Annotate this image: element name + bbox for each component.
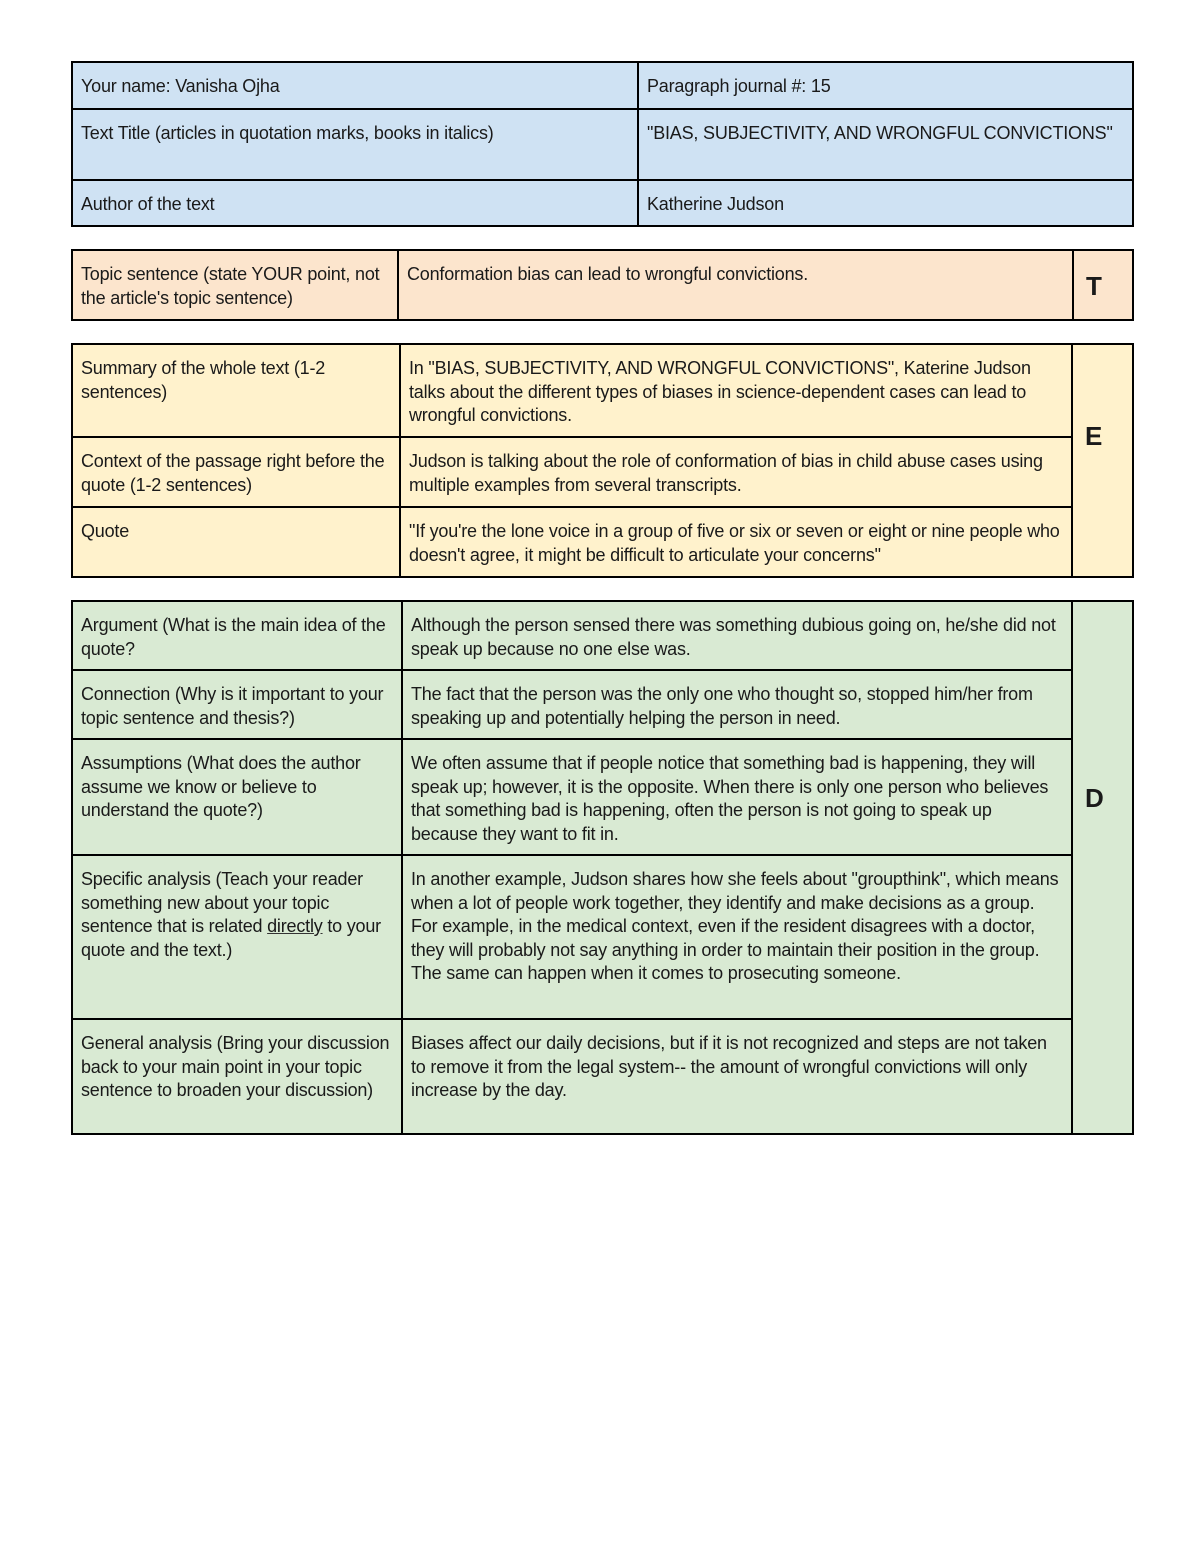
specific-analysis-row — [72, 855, 1133, 1019]
specific-analysis-label-underlined: directly — [267, 916, 323, 936]
topic-label-cell: Topic sentence (state YOUR point, not the article's topic sentence) — [72, 250, 398, 320]
context-value-cell: Judson is talking about the role of conformation of bias in child abuse cases using multiple examples from several transcripts. — [400, 437, 1072, 507]
connection-label-cell: Connection (Why is it important to your topic sentence and thesis?) — [72, 670, 402, 739]
assumptions-value-cell: We often assume that if people notice that something bad is happening, they will speak up; however, it is the opposite. When there is only one person who believes that something bad is happening, often the person is not going to speak up because they want to fit in. — [402, 739, 1072, 855]
argument-value-cell: Although the person sensed there was something dubious going on, he/she did not speak up because no one else was. — [402, 601, 1072, 670]
context-row — [72, 437, 1133, 507]
discussion-letter-d: D — [1072, 601, 1133, 1134]
topic-value-cell: Conformation bias can lead to wrongful convictions. — [398, 250, 1073, 320]
context-label-cell: Context of the passage right before the quote (1-2 sentences) — [72, 437, 400, 507]
topic-letter-t: T — [1073, 250, 1133, 320]
quote-value-cell: "If you're the lone voice in a group of five or six or seven or eight or nine people who doesn't agree, it might be difficult to articulate your concerns" — [400, 507, 1072, 577]
argument-row — [72, 601, 1133, 670]
quote-row — [72, 507, 1133, 577]
title-row — [72, 109, 1133, 180]
topic-table — [71, 249, 1134, 321]
quote-label-cell: Quote — [72, 507, 400, 577]
summary-label-cell: Summary of the whole text (1-2 sentences) — [72, 344, 400, 437]
specific-analysis-label-cell — [72, 855, 402, 1019]
assumptions-row — [72, 739, 1133, 855]
discussion-table — [71, 600, 1134, 1135]
connection-value-cell: The fact that the person was the only one who thought so, stopped him/her from speaking up and potentially helping the person in need. — [402, 670, 1072, 739]
author-row — [72, 180, 1133, 226]
author-label-cell: Author of the text — [72, 180, 638, 226]
title-label-cell: Text Title (articles in quotation marks, books in italics) — [72, 109, 638, 180]
specific-analysis-value-cell: In another example, Judson shares how she feels about "groupthink", which means when a lot of people work together, they identify and make decisions as a group. For example, in the medical context, even if the resident disagrees with a doctor, they will probably not say anything in order to maintain their position in the group. The same can happen when it comes to prosecuting someone. — [402, 855, 1072, 1019]
evidence-letter-e: E — [1072, 344, 1133, 577]
summary-value-cell: In "BIAS, SUBJECTIVITY, AND WRONGFUL CONVICTIONS", Katerine Judson talks about the different types of biases in science-dependent cases can lead to wrongful convictions. — [400, 344, 1072, 437]
name-row — [72, 62, 1133, 109]
name-cell: Your name: Vanisha Ojha — [72, 62, 638, 109]
general-analysis-row — [72, 1019, 1133, 1134]
header-table — [71, 61, 1134, 227]
assumptions-label-cell: Assumptions (What does the author assume we know or believe to understand the quote?) — [72, 739, 402, 855]
connection-row — [72, 670, 1133, 739]
general-analysis-label-cell: General analysis (Bring your discussion back to your main point in your topic sentence to broaden your discussion) — [72, 1019, 402, 1134]
general-analysis-value-cell: Biases affect our daily decisions, but if it is not recognized and steps are not taken to remove it from the legal system-- the amount of wrongful convictions will only increase by the day. — [402, 1019, 1072, 1134]
topic-row — [72, 250, 1133, 320]
evidence-table — [71, 343, 1134, 578]
summary-row — [72, 344, 1133, 437]
author-value-cell: Katherine Judson — [638, 180, 1133, 226]
specific-analysis-label-after: to your quote and the text.) — [81, 916, 381, 960]
journal-number-cell: Paragraph journal #: 15 — [638, 62, 1133, 109]
argument-label-cell: Argument (What is the main idea of the quote? — [72, 601, 402, 670]
specific-analysis-label-before: Specific analysis (Teach your reader something new about your topic sentence that is related — [81, 869, 363, 936]
title-value-cell: "BIAS, SUBJECTIVITY, AND WRONGFUL CONVICTIONS" — [638, 109, 1133, 180]
